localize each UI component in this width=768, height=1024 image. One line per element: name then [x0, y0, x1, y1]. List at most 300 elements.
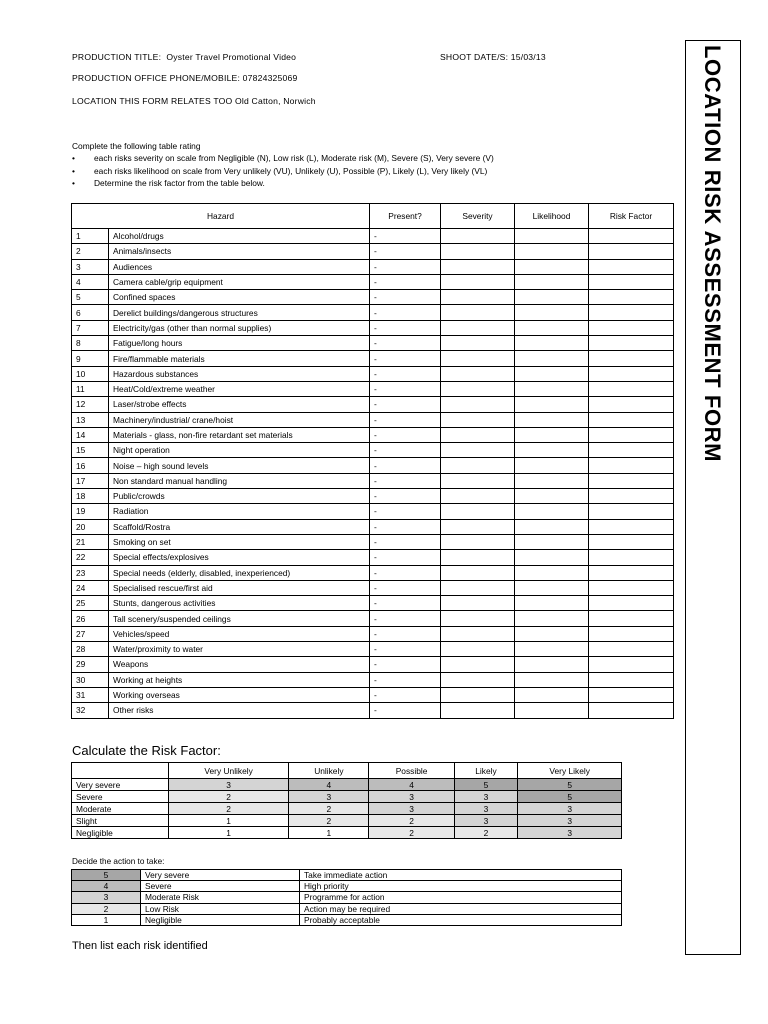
table-row — [72, 870, 622, 881]
severity-cell[interactable] — [441, 351, 515, 366]
hazard-name: Hazardous substances — [109, 366, 370, 381]
risk-factor-cell[interactable] — [589, 580, 674, 595]
likelihood-column-header: Possible — [369, 763, 454, 779]
table-row — [72, 815, 622, 827]
present-cell[interactable]: - — [370, 229, 441, 244]
hazard-number: 23 — [72, 565, 109, 580]
shoot-dates-value: 15/03/13 — [510, 52, 546, 62]
risk-factor-cell[interactable] — [589, 381, 674, 396]
likelihood-header: Likelihood — [515, 204, 589, 229]
action-risk-name: Severe — [141, 881, 300, 892]
hazard-number: 9 — [72, 351, 109, 366]
hazard-number: 4 — [72, 274, 109, 289]
risk-factor-value: 4 — [369, 779, 454, 791]
hazard-table — [71, 203, 674, 719]
hazard-number: 17 — [72, 473, 109, 488]
risk-factor-cell[interactable] — [589, 565, 674, 580]
likelihood-cell[interactable] — [515, 366, 589, 381]
risk-factor-cell[interactable] — [589, 672, 674, 687]
likelihood-cell[interactable] — [515, 565, 589, 580]
likelihood-cell[interactable] — [515, 580, 589, 595]
risk-factor-cell[interactable] — [589, 596, 674, 611]
table-row — [72, 657, 674, 672]
present-cell[interactable]: - — [370, 611, 441, 626]
severity-cell[interactable] — [441, 274, 515, 289]
instructions-intro: Complete the following table rating — [72, 141, 201, 151]
hazard-name: Special needs (elderly, disabled, inexperienced) — [109, 565, 370, 580]
production-title-line — [72, 52, 296, 62]
risk-factor-value: 3 — [518, 827, 622, 839]
hazard-name: Fire/flammable materials — [109, 351, 370, 366]
table-row — [72, 259, 674, 274]
severity-cell[interactable] — [441, 381, 515, 396]
action-level: 5 — [72, 870, 141, 881]
likelihood-cell[interactable] — [515, 290, 589, 305]
present-cell[interactable]: - — [370, 458, 441, 473]
risk-factor-value: 3 — [518, 803, 622, 815]
table-row — [72, 336, 674, 351]
hazard-name: Vehicles/speed — [109, 626, 370, 641]
shoot-dates-label: SHOOT DATE/S: — [440, 52, 509, 62]
severity-label: Very severe — [72, 779, 169, 791]
risk-factor-cell[interactable] — [589, 443, 674, 458]
severity-cell[interactable] — [441, 534, 515, 549]
risk-factor-value: 4 — [289, 779, 369, 791]
instruction-bullet: • each risks likelihood on scale from Very unlikely (VU), Unlikely (U), Possible (P), Likely (L), Very likely (VL) — [72, 165, 488, 176]
hazard-name: Water/proximity to water — [109, 642, 370, 657]
action-risk-name: Moderate Risk — [141, 892, 300, 903]
risk-factor-value: 2 — [289, 815, 369, 827]
likelihood-cell[interactable] — [515, 672, 589, 687]
severity-cell[interactable] — [441, 229, 515, 244]
footer-text: Then list each risk identified — [72, 940, 208, 952]
risk-factor-cell[interactable] — [589, 550, 674, 565]
hazard-number: 24 — [72, 580, 109, 595]
table-row — [72, 458, 674, 473]
risk-factor-header-row — [72, 763, 622, 779]
hazard-name: Alcohol/drugs — [109, 229, 370, 244]
table-row — [72, 626, 674, 641]
hazard-number: 14 — [72, 427, 109, 442]
likelihood-cell[interactable] — [515, 703, 589, 718]
hazard-number: 29 — [72, 657, 109, 672]
severity-cell[interactable] — [441, 504, 515, 519]
present-cell[interactable]: - — [370, 336, 441, 351]
present-cell[interactable]: - — [370, 534, 441, 549]
likelihood-cell[interactable] — [515, 657, 589, 672]
risk-factor-cell[interactable] — [589, 489, 674, 504]
risk-factor-value: 1 — [169, 815, 289, 827]
likelihood-cell[interactable] — [515, 596, 589, 611]
risk-factor-value: 1 — [169, 827, 289, 839]
risk-factor-cell[interactable] — [589, 305, 674, 320]
hazard-name: Machinery/industrial/ crane/hoist — [109, 412, 370, 427]
likelihood-cell[interactable] — [515, 412, 589, 427]
table-row — [72, 703, 674, 718]
likelihood-cell[interactable] — [515, 336, 589, 351]
bullet-glyph: • — [72, 165, 75, 176]
severity-header: Severity — [441, 204, 515, 229]
present-cell[interactable]: - — [370, 412, 441, 427]
risk-factor-value: 5 — [518, 791, 622, 803]
risk-factor-cell[interactable] — [589, 351, 674, 366]
table-row — [72, 791, 622, 803]
hazard-number: 13 — [72, 412, 109, 427]
likelihood-cell[interactable] — [515, 473, 589, 488]
severity-cell[interactable] — [441, 596, 515, 611]
hazard-name: Working at heights — [109, 672, 370, 687]
hazard-name: Confined spaces — [109, 290, 370, 305]
present-cell[interactable]: - — [370, 642, 441, 657]
likelihood-cell[interactable] — [515, 611, 589, 626]
likelihood-cell[interactable] — [515, 397, 589, 412]
table-row — [72, 229, 674, 244]
hazard-name: Smoking on set — [109, 534, 370, 549]
severity-cell[interactable] — [441, 642, 515, 657]
present-cell[interactable]: - — [370, 290, 441, 305]
table-row — [72, 642, 674, 657]
severity-cell[interactable] — [441, 259, 515, 274]
hazard-name: Fatigue/long hours — [109, 336, 370, 351]
table-row — [72, 305, 674, 320]
present-cell[interactable]: - — [370, 687, 441, 702]
action-table — [71, 869, 622, 926]
likelihood-cell[interactable] — [515, 642, 589, 657]
table-row — [72, 381, 674, 396]
likelihood-cell[interactable] — [515, 305, 589, 320]
risk-factor-cell[interactable] — [589, 412, 674, 427]
present-cell[interactable]: - — [370, 351, 441, 366]
hazard-name: Camera cable/grip equipment — [109, 274, 370, 289]
present-cell[interactable]: - — [370, 565, 441, 580]
likelihood-column-header: Very Likely — [518, 763, 622, 779]
risk-factor-cell[interactable] — [589, 657, 674, 672]
hazard-name: Scaffold/Rostra — [109, 519, 370, 534]
location-label: LOCATION THIS FORM RELATES TOO — [72, 96, 233, 106]
hazard-name: Special effects/explosives — [109, 550, 370, 565]
likelihood-cell[interactable] — [515, 489, 589, 504]
severity-cell[interactable] — [441, 611, 515, 626]
present-cell[interactable]: - — [370, 657, 441, 672]
severity-cell[interactable] — [441, 626, 515, 641]
severity-cell[interactable] — [441, 244, 515, 259]
likelihood-cell[interactable] — [515, 381, 589, 396]
present-cell[interactable]: - — [370, 473, 441, 488]
likelihood-cell[interactable] — [515, 534, 589, 549]
hazard-name: Non standard manual handling — [109, 473, 370, 488]
actions-title: Decide the action to take: — [72, 857, 165, 866]
risk-factor-value: 3 — [454, 791, 518, 803]
action-description: High priority — [300, 881, 622, 892]
action-description: Take immediate action — [300, 870, 622, 881]
table-row — [72, 881, 622, 892]
likelihood-cell[interactable] — [515, 274, 589, 289]
hazard-number: 7 — [72, 320, 109, 335]
likelihood-cell[interactable] — [515, 519, 589, 534]
severity-label: Severe — [72, 791, 169, 803]
table-row — [72, 412, 674, 427]
present-cell[interactable]: - — [370, 244, 441, 259]
risk-factor-header: Risk Factor — [589, 204, 674, 229]
bullet-glyph: • — [72, 153, 75, 164]
likelihood-cell[interactable] — [515, 427, 589, 442]
location-line — [72, 96, 316, 106]
hazard-number: 31 — [72, 687, 109, 702]
likelihood-cell[interactable] — [515, 229, 589, 244]
hazard-name: Weapons — [109, 657, 370, 672]
risk-factor-value: 1 — [289, 827, 369, 839]
risk-factor-cell[interactable] — [589, 458, 674, 473]
instruction-bullet: • Determine the risk factor from the table below. — [72, 177, 265, 188]
severity-cell[interactable] — [441, 336, 515, 351]
severity-cell[interactable] — [441, 687, 515, 702]
severity-cell[interactable] — [441, 443, 515, 458]
severity-cell[interactable] — [441, 672, 515, 687]
hazard-table-header — [72, 204, 674, 229]
table-row — [72, 827, 622, 839]
table-row — [72, 565, 674, 580]
risk-factor-value: 5 — [454, 779, 518, 791]
risk-factor-cell[interactable] — [589, 244, 674, 259]
risk-factor-value: 3 — [169, 779, 289, 791]
likelihood-cell[interactable] — [515, 504, 589, 519]
risk-factor-value: 3 — [518, 815, 622, 827]
risk-factor-cell[interactable] — [589, 642, 674, 657]
table-row — [72, 443, 674, 458]
risk-factor-value: 2 — [169, 791, 289, 803]
risk-factor-cell[interactable] — [589, 519, 674, 534]
severity-cell[interactable] — [441, 565, 515, 580]
present-cell[interactable]: - — [370, 519, 441, 534]
hazard-name: Electricity/gas (other than normal supplies) — [109, 320, 370, 335]
hazard-number: 15 — [72, 443, 109, 458]
likelihood-column-header: Unlikely — [289, 763, 369, 779]
hazard-number: 27 — [72, 626, 109, 641]
severity-cell[interactable] — [441, 397, 515, 412]
risk-factor-cell[interactable] — [589, 397, 674, 412]
risk-factor-cell[interactable] — [589, 259, 674, 274]
severity-cell[interactable] — [441, 550, 515, 565]
hazard-name: Heat/Cold/extreme weather — [109, 381, 370, 396]
hazard-number: 2 — [72, 244, 109, 259]
table-row — [72, 244, 674, 259]
severity-cell[interactable] — [441, 489, 515, 504]
present-cell[interactable]: - — [370, 672, 441, 687]
present-cell[interactable]: - — [370, 366, 441, 381]
form-title: LOCATION RISK ASSESSMENT FORM — [700, 45, 725, 463]
hazard-number: 18 — [72, 489, 109, 504]
table-row — [72, 489, 674, 504]
bullet-glyph: • — [72, 177, 75, 188]
table-row — [72, 914, 622, 925]
hazard-name: Public/crowds — [109, 489, 370, 504]
hazard-number: 3 — [72, 259, 109, 274]
likelihood-cell[interactable] — [515, 351, 589, 366]
action-level: 3 — [72, 892, 141, 903]
table-row — [72, 351, 674, 366]
table-row — [72, 519, 674, 534]
risk-factor-table — [71, 762, 622, 839]
office-phone-line — [72, 73, 297, 83]
hazard-number: 11 — [72, 381, 109, 396]
likelihood-cell[interactable] — [515, 320, 589, 335]
likelihood-cell[interactable] — [515, 244, 589, 259]
corner-cell — [72, 763, 169, 779]
present-cell[interactable]: - — [370, 381, 441, 396]
likelihood-column-header: Very Unlikely — [169, 763, 289, 779]
office-phone-label: PRODUCTION OFFICE PHONE/MOBILE: — [72, 73, 241, 83]
severity-cell[interactable] — [441, 473, 515, 488]
present-cell[interactable]: - — [370, 274, 441, 289]
present-cell[interactable]: - — [370, 550, 441, 565]
hazard-name: Radiation — [109, 504, 370, 519]
risk-factor-value: 2 — [454, 827, 518, 839]
table-row — [72, 320, 674, 335]
severity-cell[interactable] — [441, 427, 515, 442]
risk-factor-title: Calculate the Risk Factor: — [72, 743, 221, 758]
action-risk-name: Very severe — [141, 870, 300, 881]
risk-factor-cell[interactable] — [589, 473, 674, 488]
present-cell[interactable]: - — [370, 427, 441, 442]
action-description: Probably acceptable — [300, 914, 622, 925]
present-cell[interactable]: - — [370, 443, 441, 458]
hazard-name: Laser/strobe effects — [109, 397, 370, 412]
instructions — [72, 140, 494, 189]
shoot-dates-line — [440, 52, 546, 62]
table-row — [72, 473, 674, 488]
table-row — [72, 504, 674, 519]
hazard-name: Noise – high sound levels — [109, 458, 370, 473]
risk-factor-cell[interactable] — [589, 703, 674, 718]
present-cell[interactable]: - — [370, 504, 441, 519]
risk-factor-value: 3 — [369, 803, 454, 815]
hazard-name: Derelict buildings/dangerous structures — [109, 305, 370, 320]
hazard-name: Tall scenery/suspended ceilings — [109, 611, 370, 626]
hazard-number: 19 — [72, 504, 109, 519]
table-row — [72, 903, 622, 914]
hazard-number: 25 — [72, 596, 109, 611]
risk-factor-cell[interactable] — [589, 427, 674, 442]
present-cell[interactable]: - — [370, 305, 441, 320]
risk-factor-cell[interactable] — [589, 320, 674, 335]
risk-factor-cell[interactable] — [589, 611, 674, 626]
severity-cell[interactable] — [441, 703, 515, 718]
likelihood-cell[interactable] — [515, 687, 589, 702]
risk-factor-cell[interactable] — [589, 229, 674, 244]
present-cell[interactable]: - — [370, 320, 441, 335]
risk-factor-cell[interactable] — [589, 336, 674, 351]
present-header: Present? — [370, 204, 441, 229]
risk-factor-cell[interactable] — [589, 290, 674, 305]
severity-cell[interactable] — [441, 290, 515, 305]
likelihood-cell[interactable] — [515, 443, 589, 458]
table-row — [72, 687, 674, 702]
table-row — [72, 779, 622, 791]
action-risk-name: Low Risk — [141, 903, 300, 914]
risk-factor-cell[interactable] — [589, 626, 674, 641]
table-row — [72, 366, 674, 381]
severity-label: Negligible — [72, 827, 169, 839]
present-cell[interactable]: - — [370, 259, 441, 274]
hazard-name: Specialised rescue/first aid — [109, 580, 370, 595]
risk-factor-cell[interactable] — [589, 687, 674, 702]
severity-cell[interactable] — [441, 458, 515, 473]
severity-label: Moderate — [72, 803, 169, 815]
risk-factor-cell[interactable] — [589, 534, 674, 549]
risk-factor-cell[interactable] — [589, 366, 674, 381]
present-cell[interactable]: - — [370, 489, 441, 504]
hazard-number: 26 — [72, 611, 109, 626]
hazard-name: Materials - glass, non-fire retardant set materials — [109, 427, 370, 442]
likelihood-cell[interactable] — [515, 550, 589, 565]
present-cell[interactable]: - — [370, 596, 441, 611]
hazard-number: 10 — [72, 366, 109, 381]
hazard-number: 21 — [72, 534, 109, 549]
risk-factor-value: 3 — [289, 791, 369, 803]
likelihood-cell[interactable] — [515, 458, 589, 473]
severity-cell[interactable] — [441, 657, 515, 672]
hazard-name: Working overseas — [109, 687, 370, 702]
office-phone-value: 07824325069 — [242, 73, 298, 83]
present-cell[interactable]: - — [370, 703, 441, 718]
action-level: 4 — [72, 881, 141, 892]
table-row — [72, 427, 674, 442]
severity-cell[interactable] — [441, 580, 515, 595]
risk-factor-value: 3 — [369, 791, 454, 803]
action-level: 2 — [72, 903, 141, 914]
risk-factor-cell[interactable] — [589, 274, 674, 289]
risk-factor-value: 2 — [369, 827, 454, 839]
production-title-label: PRODUCTION TITLE: — [72, 52, 162, 62]
hazard-number: 6 — [72, 305, 109, 320]
likelihood-cell[interactable] — [515, 259, 589, 274]
severity-cell[interactable] — [441, 366, 515, 381]
hazard-name: Animals/insects — [109, 244, 370, 259]
severity-cell[interactable] — [441, 320, 515, 335]
hazard-name: Stunts, dangerous activities — [109, 596, 370, 611]
hazard-number: 1 — [72, 229, 109, 244]
action-level: 1 — [72, 914, 141, 925]
production-title-value: Oyster Travel Promotional Video — [166, 52, 297, 62]
severity-cell[interactable] — [441, 305, 515, 320]
table-row — [72, 290, 674, 305]
hazard-number: 16 — [72, 458, 109, 473]
present-cell[interactable]: - — [370, 580, 441, 595]
severity-cell[interactable] — [441, 519, 515, 534]
table-row — [72, 892, 622, 903]
severity-cell[interactable] — [441, 412, 515, 427]
hazard-number: 20 — [72, 519, 109, 534]
hazard-number: 8 — [72, 336, 109, 351]
likelihood-column-header: Likely — [454, 763, 518, 779]
action-risk-name: Negligible — [141, 914, 300, 925]
hazard-name: Night operation — [109, 443, 370, 458]
risk-factor-value: 3 — [454, 803, 518, 815]
table-row — [72, 580, 674, 595]
table-row — [72, 534, 674, 549]
risk-factor-value: 2 — [369, 815, 454, 827]
present-cell[interactable]: - — [370, 397, 441, 412]
table-row — [72, 672, 674, 687]
hazard-number: 12 — [72, 397, 109, 412]
present-cell[interactable]: - — [370, 626, 441, 641]
likelihood-cell[interactable] — [515, 626, 589, 641]
table-row — [72, 550, 674, 565]
risk-factor-cell[interactable] — [589, 504, 674, 519]
risk-factor-value: 2 — [169, 803, 289, 815]
severity-label: Slight — [72, 815, 169, 827]
risk-factor-value: 2 — [289, 803, 369, 815]
